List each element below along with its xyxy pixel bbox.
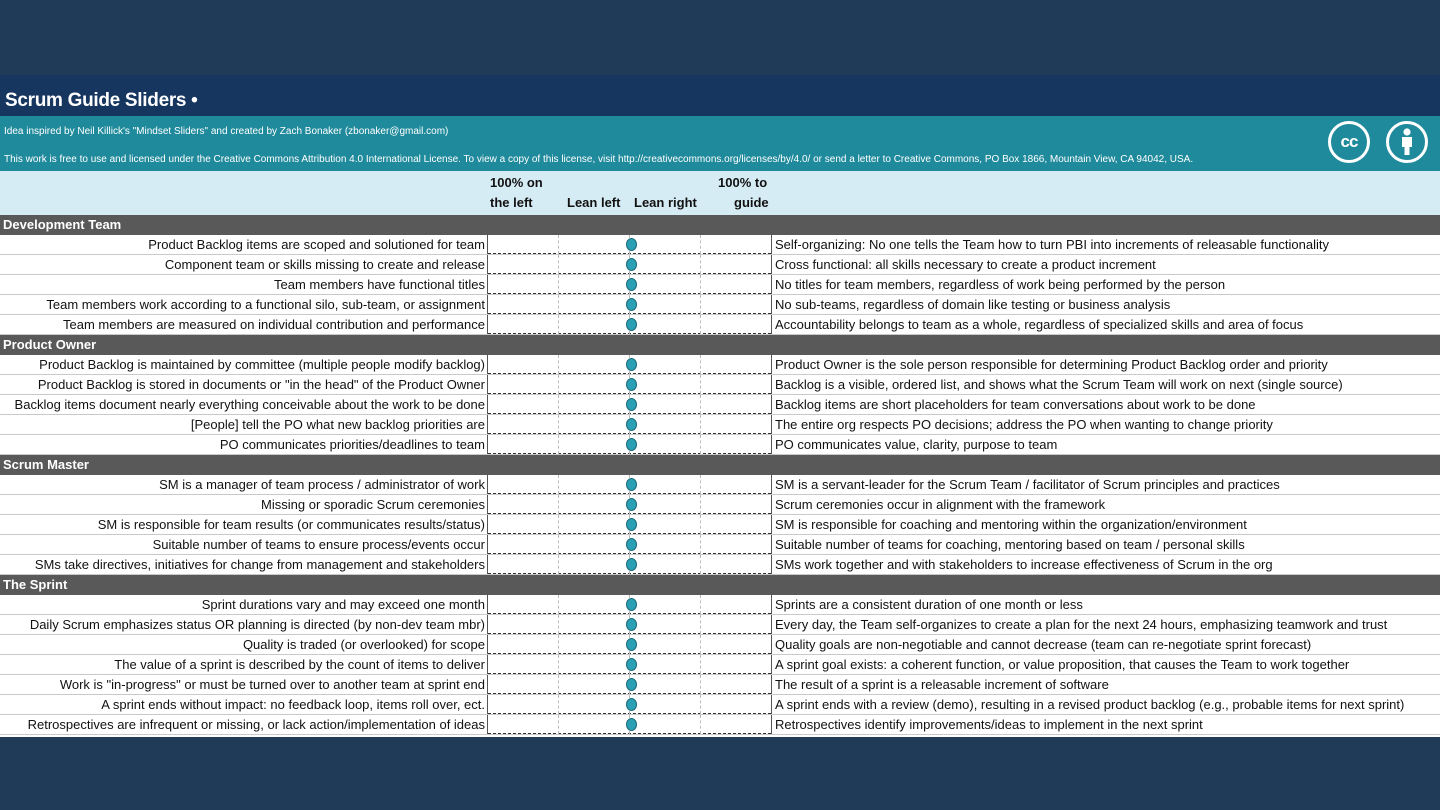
scrum-guide-cell: [771, 275, 1440, 294]
header-100-guide-line1: 100% to: [718, 175, 768, 190]
table-row: [0, 435, 1440, 455]
section-header: [0, 455, 1440, 475]
slider-track[interactable]: [488, 235, 771, 254]
current-state-cell: [0, 495, 488, 514]
scrum-guide-text: No sub-teams, regardless of domain like testing or business analysis: [775, 297, 1171, 312]
slider-column-divider: [558, 375, 559, 394]
scrum-guide-cell: [771, 635, 1440, 654]
scrum-guide-text: Retrospectives identify improvements/ideas to implement in the next sprint: [775, 717, 1203, 732]
slider-column-divider: [558, 655, 559, 674]
scrum-guide-text: A sprint goal exists: a coherent function, or value proposition, that causes the Team to work together: [775, 657, 1350, 672]
slider-track[interactable]: [488, 595, 771, 614]
table-row: [0, 675, 1440, 695]
current-state-text: Component team or skills missing to create and release: [164, 257, 485, 272]
scrum-guide-cell: [771, 395, 1440, 414]
slider-handle[interactable]: [626, 418, 637, 431]
slider-column-divider: [558, 395, 559, 414]
header-100-left-line2: the left: [490, 195, 533, 210]
current-state-text: PO communicates priorities/deadlines to team: [219, 437, 485, 452]
slider-column-divider: [558, 255, 559, 274]
table-row: [0, 315, 1440, 335]
scrum-guide-text: Scrum ceremonies occur in alignment with the framework: [775, 497, 1106, 512]
slider-column-divider: [558, 535, 559, 554]
slider-handle[interactable]: [626, 398, 637, 411]
slider-track[interactable]: [488, 295, 771, 314]
scrum-guide-text: The entire org respects PO decisions; address the PO when wanting to change priority: [775, 417, 1273, 432]
slider-column-divider: [558, 555, 559, 574]
table-row: [0, 595, 1440, 615]
slider-handle[interactable]: [626, 358, 637, 371]
slider-track[interactable]: [488, 255, 771, 274]
current-state-text: SMs take directives, initiatives for change from management and stakeholders: [34, 557, 485, 572]
slider-column-divider: [700, 395, 701, 414]
current-state-cell: [0, 555, 488, 574]
scrum-guide-cell: [771, 295, 1440, 314]
slider-column-divider: [558, 675, 559, 694]
slider-column-divider: [558, 435, 559, 454]
scrum-guide-cell: [771, 415, 1440, 434]
current-state-cell: [0, 275, 488, 294]
scrum-guide-text: SM is responsible for coaching and mentoring within the organization/environment: [775, 517, 1247, 532]
scrum-guide-text: Backlog is a visible, ordered list, and shows what the Scrum Team will work on next (single source): [775, 377, 1343, 392]
table-row: [0, 695, 1440, 715]
current-state-text: [People] tell the PO what new backlog priorities are: [190, 417, 485, 432]
table-row: [0, 555, 1440, 575]
table-row: [0, 355, 1440, 375]
scrum-guide-text: Quality goals are non-negotiable and cannot decrease (team can re-negotiate sprint forecast): [775, 637, 1312, 652]
header-lean-left: Lean left: [567, 195, 621, 210]
slider-column-divider: [558, 695, 559, 714]
section-header: [0, 575, 1440, 595]
current-state-text: Work is "in-progress" or must be turned over to another team at sprint end: [59, 677, 485, 692]
slider-column-divider: [700, 595, 701, 614]
current-state-text: Team members work according to a functional silo, sub-team, or assignment: [46, 297, 485, 312]
slider-column-divider: [700, 355, 701, 374]
scrum-guide-cell: [771, 255, 1440, 274]
slider-column-divider: [558, 515, 559, 534]
table-row: [0, 475, 1440, 495]
slider-track[interactable]: [488, 515, 771, 534]
slider-handle[interactable]: [626, 678, 637, 691]
slider-handle[interactable]: [626, 618, 637, 631]
title-band: [0, 75, 1440, 116]
section-title: Scrum Master: [3, 457, 89, 472]
slider-track[interactable]: [488, 535, 771, 554]
current-state-cell: [0, 715, 488, 734]
slider-handle[interactable]: [626, 378, 637, 391]
slider-column-divider: [700, 635, 701, 654]
header-100-left-line1: 100% on: [490, 175, 543, 190]
slider-track[interactable]: [488, 475, 771, 494]
slider-track[interactable]: [488, 695, 771, 714]
current-state-text: Retrospectives are infrequent or missing, or lack action/implementation of ideas: [27, 717, 485, 732]
scrum-guide-text: PO communicates value, clarity, purpose to team: [775, 437, 1058, 452]
slider-column-divider: [700, 375, 701, 394]
slider-track[interactable]: [488, 495, 771, 514]
scrum-guide-text: A sprint ends with a review (demo), resulting in a revised product backlog (e.g., probable items for next sprint): [775, 697, 1405, 712]
current-state-cell: [0, 515, 488, 534]
slider-column-divider: [700, 695, 701, 714]
scrum-guide-cell: [771, 615, 1440, 634]
page-title: Scrum Guide Sliders •: [5, 90, 198, 111]
current-state-text: SM is responsible for team results (or communicates results/status): [97, 517, 485, 532]
slider-handle[interactable]: [626, 518, 637, 531]
current-state-cell: [0, 295, 488, 314]
slider-column-divider: [558, 415, 559, 434]
slider-column-divider: [558, 495, 559, 514]
header-100-guide-line2: guide: [734, 195, 769, 210]
table-row: [0, 395, 1440, 415]
slider-handle[interactable]: [626, 498, 637, 511]
slider-handle[interactable]: [626, 658, 637, 671]
slider-column-divider: [558, 355, 559, 374]
section-header: [0, 215, 1440, 235]
current-state-text: SM is a manager of team process / administrator of work: [159, 477, 485, 492]
current-state-cell: [0, 435, 488, 454]
table-row: [0, 375, 1440, 395]
slider-column-divider: [700, 675, 701, 694]
current-state-cell: [0, 475, 488, 494]
table-row: [0, 715, 1440, 735]
current-state-text: Team members have functional titles: [274, 277, 485, 292]
column-header-band: [0, 171, 1440, 215]
section-header: [0, 335, 1440, 355]
slider-track[interactable]: [488, 675, 771, 694]
cc-badge-label: cc: [1340, 132, 1358, 151]
scrum-guide-text: The result of a sprint is a releasable increment of software: [775, 677, 1109, 692]
current-state-cell: [0, 615, 488, 634]
slider-handle[interactable]: [626, 718, 637, 731]
current-state-cell: [0, 395, 488, 414]
current-state-cell: [0, 635, 488, 654]
current-state-text: Product Backlog is maintained by committee (multiple people modify backlog): [39, 357, 485, 372]
current-state-cell: [0, 415, 488, 434]
current-state-cell: [0, 255, 488, 274]
table-row: [0, 615, 1440, 635]
slider-handle[interactable]: [626, 698, 637, 711]
slider-track[interactable]: [488, 555, 771, 574]
current-state-cell: [0, 235, 488, 254]
slider-column-divider: [558, 715, 559, 734]
slider-track[interactable]: [488, 355, 771, 374]
slider-column-divider: [700, 655, 701, 674]
section-title: The Sprint: [3, 577, 68, 592]
table-row: [0, 255, 1440, 275]
scrum-guide-text: Sprints are a consistent duration of one month or less: [775, 597, 1083, 612]
current-state-cell: [0, 595, 488, 614]
scrum-guide-cell: [771, 695, 1440, 714]
scrum-guide-cell: [771, 475, 1440, 494]
table-row: [0, 535, 1440, 555]
scrum-guide-text: No titles for team members, regardless of work being performed by the person: [775, 277, 1226, 292]
slider-column-divider: [700, 235, 701, 254]
spreadsheet: [0, 75, 1440, 737]
license-band: [0, 116, 1440, 171]
current-state-cell: [0, 535, 488, 554]
table-row: [0, 415, 1440, 435]
slider-handle[interactable]: [626, 638, 637, 651]
slider-handle[interactable]: [626, 258, 637, 271]
slider-track[interactable]: [488, 375, 771, 394]
slider-track[interactable]: [488, 435, 771, 454]
scrum-guide-cell: [771, 375, 1440, 394]
slider-handle[interactable]: [626, 238, 637, 251]
slider-column-divider: [700, 555, 701, 574]
scrum-guide-cell: [771, 675, 1440, 694]
current-state-text: Team members are measured on individual contribution and performance: [63, 317, 485, 332]
slider-column-divider: [558, 595, 559, 614]
slider-column-divider: [558, 295, 559, 314]
scrum-guide-cell: [771, 315, 1440, 334]
scrum-guide-text: Accountability belongs to team as a whole, regardless of specialized skills and area of focus: [775, 317, 1304, 332]
slider-handle[interactable]: [626, 318, 637, 331]
slider-track[interactable]: [488, 395, 771, 414]
slider-column-divider: [558, 475, 559, 494]
scrum-guide-text: Cross functional: all skills necessary to create a product increment: [775, 257, 1156, 272]
scrum-guide-text: Backlog items are short placeholders for team conversations about work to be done: [775, 397, 1256, 412]
scrum-guide-cell: [771, 235, 1440, 254]
slider-column-divider: [700, 255, 701, 274]
table-row: [0, 295, 1440, 315]
scrum-guide-cell: [771, 655, 1440, 674]
table-row: [0, 635, 1440, 655]
person-glyph: [1389, 124, 1425, 160]
current-state-text: Suitable number of teams to ensure process/events occur: [152, 537, 485, 552]
slider-column-divider: [700, 515, 701, 534]
current-state-cell: [0, 355, 488, 374]
slider-track[interactable]: [488, 655, 771, 674]
scrum-guide-cell: [771, 555, 1440, 574]
slider-column-divider: [700, 495, 701, 514]
attribution-text: Idea inspired by Neil Killick's "Mindset Sliders" and created by Zach Bonaker (zbonaker@gmail.com): [4, 126, 449, 137]
slider-column-divider: [558, 615, 559, 634]
current-state-cell: [0, 375, 488, 394]
current-state-text: A sprint ends without impact: no feedback loop, items roll over, ect.: [101, 697, 485, 712]
slider-column-divider: [700, 535, 701, 554]
slider-track[interactable]: [488, 315, 771, 334]
table-row: [0, 515, 1440, 535]
section-title: Product Owner: [3, 337, 97, 352]
scrum-guide-cell: [771, 535, 1440, 554]
slider-column-divider: [700, 475, 701, 494]
table-row: [0, 275, 1440, 295]
slider-column-divider: [700, 295, 701, 314]
current-state-cell: [0, 315, 488, 334]
slider-handle[interactable]: [626, 438, 637, 451]
current-state-text: Quality is traded (or overlooked) for scope: [242, 637, 485, 652]
slider-handle[interactable]: [626, 478, 637, 491]
slider-column-divider: [558, 275, 559, 294]
current-state-text: Sprint durations vary and may exceed one month: [201, 597, 485, 612]
slider-track[interactable]: [488, 635, 771, 654]
current-state-text: The value of a sprint is described by the count of items to deliver: [114, 657, 485, 672]
slider-handle[interactable]: [626, 598, 637, 611]
slider-column-divider: [700, 435, 701, 454]
slider-handle[interactable]: [626, 278, 637, 291]
slider-column-divider: [700, 415, 701, 434]
slider-handle[interactable]: [626, 558, 637, 571]
slider-track[interactable]: [488, 415, 771, 434]
current-state-text: Product Backlog items are scoped and solutioned for team: [148, 237, 485, 252]
slider-column-divider: [700, 615, 701, 634]
scrum-guide-cell: [771, 715, 1440, 734]
slider-column-divider: [700, 715, 701, 734]
table-row: [0, 495, 1440, 515]
current-state-cell: [0, 655, 488, 674]
current-state-text: Backlog items document nearly everything conceivable about the work to be done: [14, 397, 485, 412]
header-lean-right: Lean right: [634, 195, 697, 210]
table-row: [0, 655, 1440, 675]
current-state-text: Missing or sporadic Scrum ceremonies: [261, 497, 485, 512]
slider-column-divider: [558, 635, 559, 654]
slider-column-divider: [558, 235, 559, 254]
section-title: Development Team: [3, 217, 122, 232]
scrum-guide-text: Product Owner is the sole person responsible for determining Product Backlog order and priority: [775, 357, 1328, 372]
slider-track[interactable]: [488, 615, 771, 634]
attribution-person-icon: [1386, 121, 1428, 163]
scrum-guide-cell: [771, 515, 1440, 534]
table-row: [0, 235, 1440, 255]
scrum-guide-text: SMs work together and with stakeholders to increase effectiveness of Scrum in the org: [775, 557, 1273, 572]
slider-column-divider: [700, 315, 701, 334]
scrum-guide-cell: [771, 495, 1440, 514]
slider-handle[interactable]: [626, 538, 637, 551]
scrum-guide-text: Every day, the Team self-organizes to create a plan for the next 24 hours, emphasizing teamwork and trust: [775, 617, 1388, 632]
slider-track[interactable]: [488, 715, 771, 734]
scrum-guide-cell: [771, 355, 1440, 374]
current-state-cell: [0, 695, 488, 714]
current-state-text: Daily Scrum emphasizes status OR planning is directed (by non-dev team mbr): [29, 617, 485, 632]
slider-handle[interactable]: [626, 298, 637, 311]
current-state-text: Product Backlog is stored in documents or "in the head" of the Product Owner: [37, 377, 485, 392]
scrum-guide-text: Suitable number of teams for coaching, mentoring based on team / personal skills: [775, 537, 1245, 552]
current-state-cell: [0, 675, 488, 694]
slider-column-divider: [700, 275, 701, 294]
scrum-guide-text: SM is a servant-leader for the Scrum Team / facilitator of Scrum principles and practices: [775, 477, 1280, 492]
scrum-guide-text: Self-organizing: No one tells the Team how to turn PBI into increments of releasable functionality: [775, 237, 1330, 252]
slider-track[interactable]: [488, 275, 771, 294]
scrum-guide-cell: [771, 595, 1440, 614]
slider-column-divider: [558, 315, 559, 334]
scrum-guide-cell: [771, 435, 1440, 454]
license-text: This work is free to use and licensed under the Creative Commons Attribution 4.0 International License. To view a copy of this license, visit http://creativecommons.org/licenses/by/4.0/ or send a letter to Creative Commons, PO Box 1866, Mountain View, CA 94042, USA.: [4, 154, 1194, 165]
creative-commons-icon: [1328, 121, 1370, 163]
